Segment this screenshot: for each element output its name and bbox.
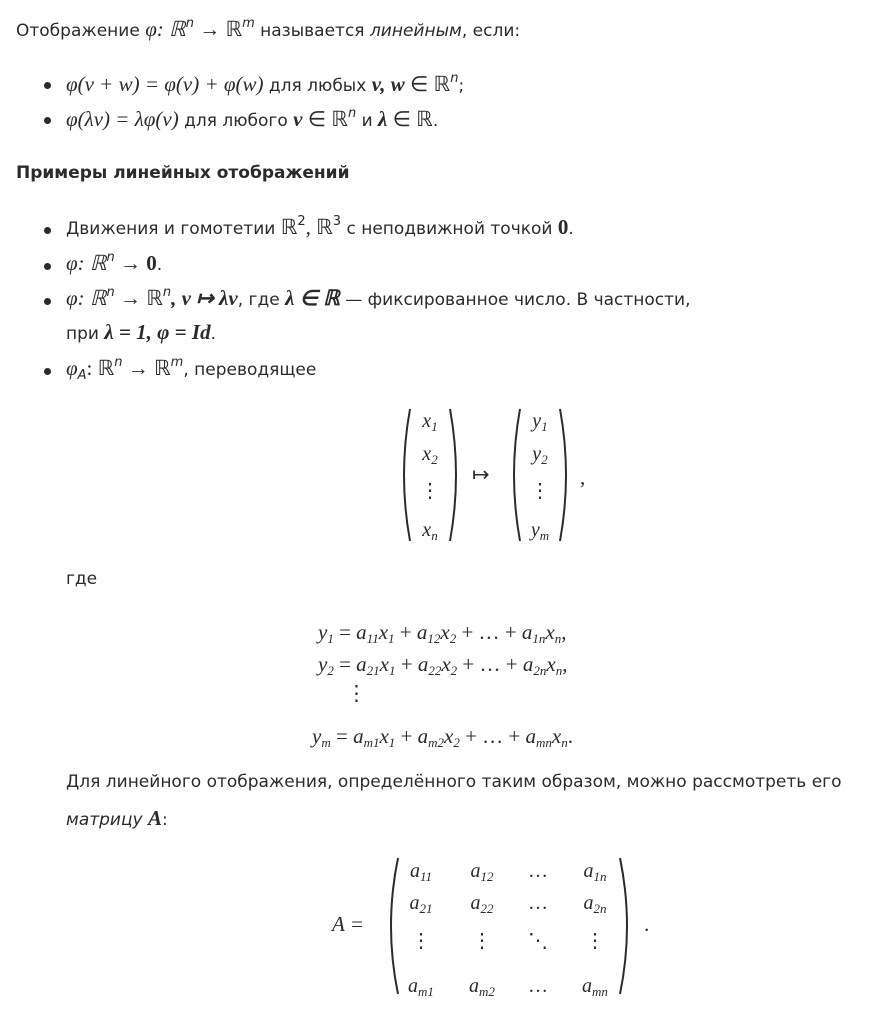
exp: n — [347, 106, 357, 121]
set2: ∈ ℝ — [387, 107, 433, 131]
where-label: где — [66, 569, 98, 589]
e3: 3 — [332, 214, 342, 229]
matrix-cell: $a_{1n}$ — [583, 860, 607, 884]
formula: φ(λv) = λφ(v) — [66, 107, 179, 131]
matrix-cell: ⋮ — [585, 930, 605, 952]
matrix-cell: … — [528, 892, 548, 914]
end: . — [568, 219, 574, 239]
matrix-cell: … — [528, 860, 548, 882]
vars: v, w — [371, 72, 405, 96]
matrix-paragraph-line2 — [66, 806, 168, 831]
exp: n — [106, 285, 115, 300]
equation-row: $y_m = a_{m1}x_1 + a_{m2}x_2$ + … + $a_{mn}x_n$. — [312, 724, 573, 750]
vector-x-entry: ⋮ — [420, 480, 440, 502]
rule: , v ↦ λv — [171, 286, 238, 310]
vector-x-entry: $x_2$ — [422, 443, 438, 467]
arrow: → ℝ — [122, 356, 171, 380]
matrix-end: . — [644, 912, 650, 936]
comma: , ℝ — [305, 215, 333, 239]
matrix-paragraph-line1: Для линейного отображения, определённого таким образом, можно рассмотреть его — [66, 772, 842, 792]
matrix-cell: $a_{12}$ — [470, 860, 494, 884]
matrix-cell: … — [528, 975, 548, 997]
e2: 2 — [297, 214, 306, 229]
matrix-cell: $a_{22}$ — [470, 892, 494, 916]
text: , переводящее — [183, 360, 317, 380]
matrix-cell: ⋮ — [411, 930, 431, 952]
end: . — [210, 324, 216, 344]
matrix-cell: $a_{11}$ — [409, 860, 433, 884]
text2: — фиксированное число. В частности, — [339, 290, 691, 310]
bullet-dot — [44, 298, 51, 305]
term-linear: линейным — [369, 21, 462, 41]
intro-arrow: → ℝ — [193, 17, 243, 41]
matrix-cell: ⋱ — [528, 930, 548, 952]
matrix-cell: $a_{m1}$ — [408, 975, 434, 999]
end: . — [156, 255, 163, 275]
set: ∈ ℝ — [302, 107, 348, 131]
text: для любого — [178, 111, 294, 131]
exp: n — [106, 250, 115, 265]
end: . — [432, 111, 439, 131]
var: A — [148, 806, 163, 830]
map: φ: ℝ — [66, 286, 107, 310]
example-motions — [66, 214, 574, 240]
vector-y-entry: $y_1$ — [532, 410, 548, 434]
example-scaling — [66, 285, 691, 311]
text: при — [66, 324, 105, 344]
matrix-cell: $a_{21}$ — [409, 892, 433, 916]
lambda: λ — [378, 107, 388, 131]
intro-suffix: , если: — [461, 21, 521, 41]
zero: 0 — [146, 251, 157, 275]
text: , где — [237, 290, 286, 310]
map: φ: ℝ — [66, 251, 107, 275]
exp: n — [450, 71, 459, 86]
set: ∈ ℝ — [404, 72, 451, 96]
bullet-dot — [44, 117, 51, 124]
matrix-lhs: A = — [332, 912, 364, 936]
exp2: n — [162, 285, 172, 300]
math: λ = 1, φ = Id — [104, 320, 211, 344]
arrow: → ℝ — [114, 286, 163, 310]
vector-y-entry: $y_m$ — [530, 519, 550, 543]
zero: 0 — [557, 215, 569, 239]
equation-vdots: ⋮ — [346, 681, 367, 705]
vars: v — [293, 107, 303, 131]
vector-map-comma: , — [580, 465, 586, 489]
and: и — [356, 111, 379, 131]
end: ; — [458, 76, 465, 96]
text: для любых — [263, 76, 372, 96]
bullet-dot — [44, 227, 51, 234]
term: матрицу — [66, 810, 143, 830]
condition-homogeneity — [66, 106, 438, 132]
intro-exp-m: m — [242, 16, 255, 31]
arrow: → — [114, 251, 147, 275]
bullet-dot — [44, 368, 51, 375]
matrix-cell: $a_{m2}$ — [469, 975, 495, 999]
end: : — [162, 810, 168, 830]
matrix-cell: $a_{mn}$ — [582, 975, 608, 999]
condition-additivity — [66, 71, 464, 97]
equation-row: $y_2 = a_{21}x_1 + a_{22}x_2$ + … + $a_{2n}x_n$, — [318, 652, 568, 678]
equation-row: $y_1 = a_{11}x_1 + a_{12}x_2$ + … + $a_{1n}x_n$, — [318, 620, 567, 646]
example-scaling-line2 — [66, 320, 216, 345]
text: Движения и гомотетии — [66, 219, 281, 239]
vector-x-entry: $x_1$ — [422, 410, 438, 434]
text2: с неподвижной точкой — [341, 219, 558, 239]
formula: φ(v + w) = φ(v) + φ(w) — [66, 72, 264, 96]
intro-middle: называется — [254, 21, 370, 41]
intro-line — [16, 16, 520, 42]
maps-to-arrow: ↦ — [472, 462, 490, 486]
bullet-dot — [44, 263, 51, 270]
colon: : ℝ — [86, 356, 115, 380]
vector-y-entry: ⋮ — [530, 480, 550, 502]
intro-exp-n: n — [185, 16, 194, 31]
map: φ — [66, 356, 78, 380]
example-zero-map — [66, 250, 162, 276]
matrix-cell: ⋮ — [472, 930, 492, 952]
matrix-cell: $a_{2n}$ — [583, 892, 607, 916]
r2: ℝ — [280, 215, 298, 239]
vector-x-entry: $x_n$ — [422, 519, 438, 543]
exp2: m — [170, 355, 184, 370]
sub: A — [77, 368, 87, 383]
intro-prefix: Отображение — [16, 21, 146, 41]
lambda: λ ∈ ℝ — [285, 286, 340, 310]
vector-y-entry: $y_2$ — [532, 443, 548, 467]
intro-map: φ: ℝ — [145, 17, 186, 41]
example-matrix-map — [66, 355, 316, 383]
bullet-dot — [44, 82, 51, 89]
examples-heading: Примеры линейных отображений — [16, 163, 350, 183]
exp: n — [114, 355, 123, 370]
